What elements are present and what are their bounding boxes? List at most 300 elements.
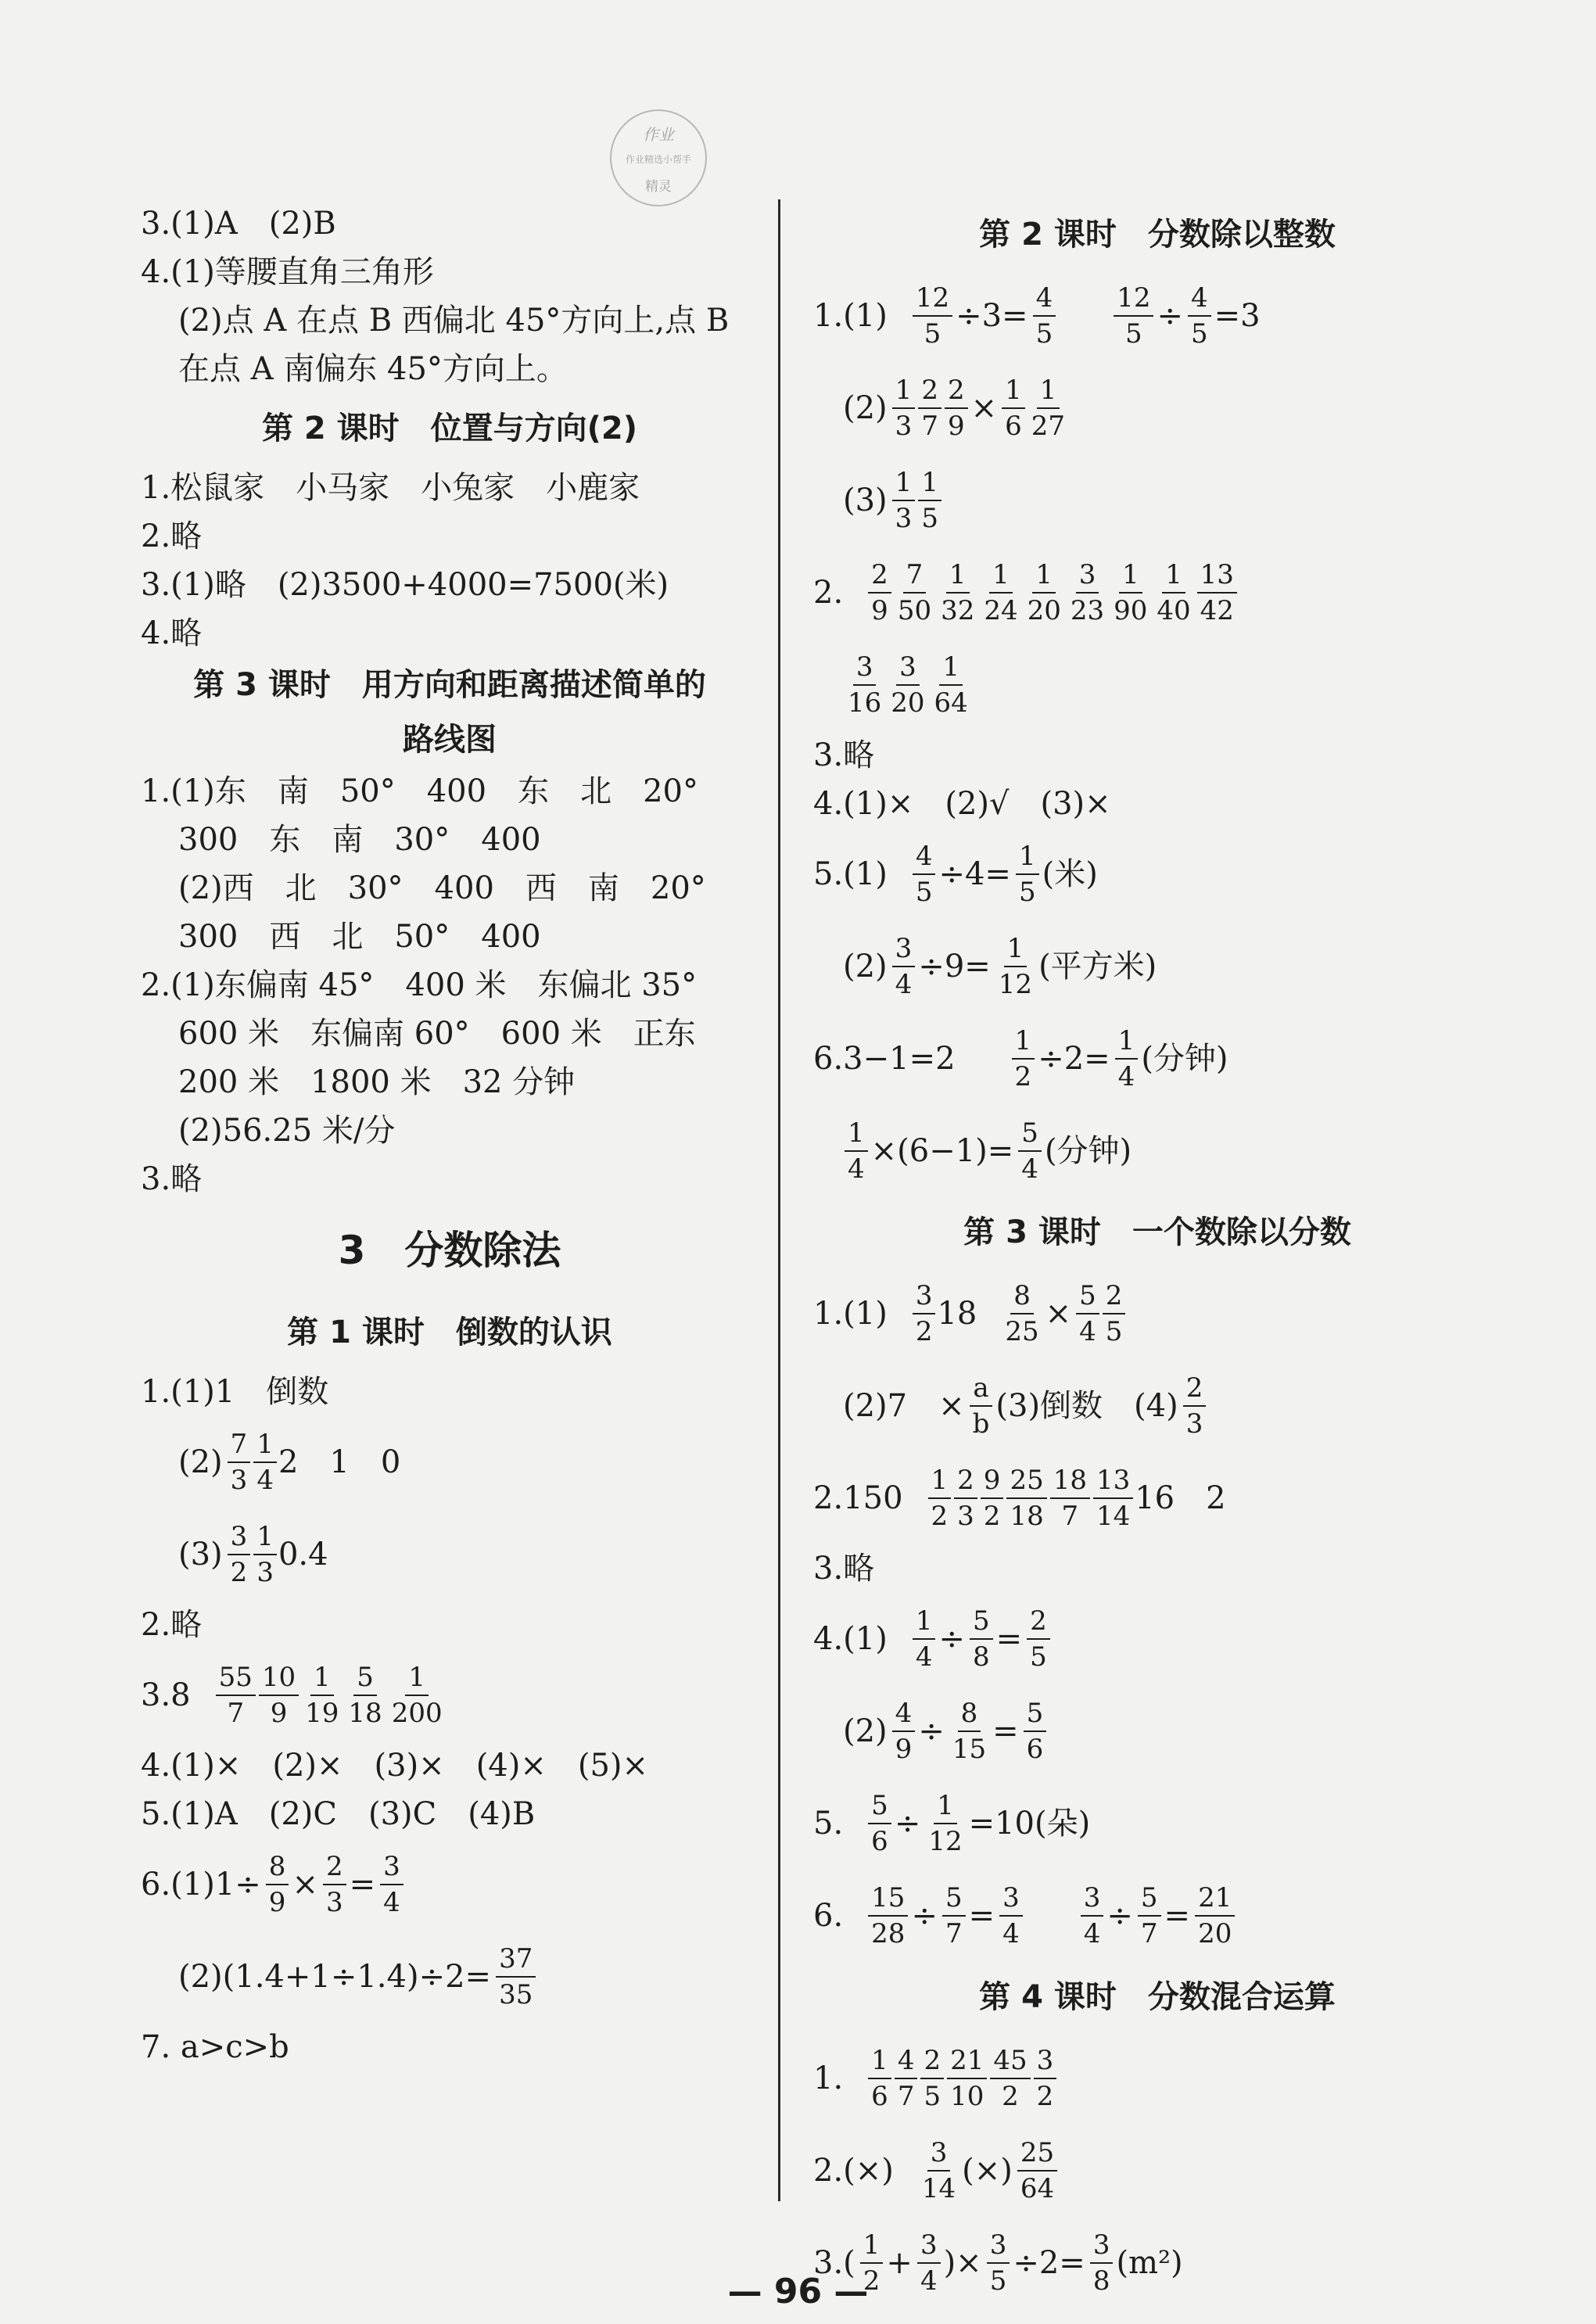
text-segment: (分钟) bbox=[1141, 1041, 1228, 1077]
fraction bbox=[892, 1698, 916, 1765]
answer-line bbox=[813, 454, 1501, 547]
fraction-numerator: 12 bbox=[913, 282, 952, 317]
fraction-numerator: 1 bbox=[1002, 375, 1025, 409]
fraction bbox=[918, 375, 941, 442]
section-heading bbox=[813, 199, 1501, 270]
text-segment: × bbox=[1045, 1296, 1072, 1332]
answer-line bbox=[813, 828, 1501, 920]
fraction-denominator: 4 bbox=[915, 1641, 933, 1673]
fraction-denominator: 200 bbox=[391, 1698, 443, 1729]
text-segment: =3 bbox=[1214, 298, 1261, 334]
fraction-denominator: 5 bbox=[915, 877, 933, 908]
fraction-denominator: 5 bbox=[1018, 877, 1036, 908]
fraction-numerator: a bbox=[970, 1372, 992, 1407]
answer-line bbox=[813, 362, 1501, 454]
fraction-denominator: 6 bbox=[1005, 411, 1022, 442]
fraction-denominator: 5 bbox=[1125, 318, 1142, 350]
text-segment: 300 西 北 50° 400 bbox=[178, 919, 541, 955]
fraction bbox=[931, 651, 971, 719]
text-segment: 18 bbox=[937, 1296, 977, 1332]
fraction-denominator: 20 bbox=[1198, 1918, 1232, 1949]
fraction-denominator: 6 bbox=[871, 2081, 888, 2112]
fraction-denominator: 5 bbox=[924, 318, 941, 350]
fraction-denominator: 9 bbox=[270, 1698, 288, 1729]
fraction bbox=[918, 467, 941, 534]
fraction bbox=[266, 1851, 289, 1918]
fraction-numerator: 2 bbox=[918, 375, 941, 409]
text-segment: (2)点 A 在点 B 西偏北 45°方向上,点 B bbox=[178, 303, 730, 339]
answer-line bbox=[813, 1268, 1501, 1360]
fraction-denominator: 5 bbox=[921, 503, 938, 534]
answer-line bbox=[141, 864, 759, 913]
text-segment: 5.(1) bbox=[813, 856, 888, 892]
text-segment: =10(朵) bbox=[968, 1806, 1091, 1842]
text-segment: 路线图 bbox=[403, 722, 497, 758]
fraction-numerator: 4 bbox=[892, 1698, 916, 1732]
text-segment: ×(6−1)= bbox=[870, 1133, 1014, 1169]
fraction-denominator: 14 bbox=[1096, 1501, 1131, 1532]
text-segment: 2. bbox=[813, 575, 844, 611]
fraction bbox=[1012, 1025, 1035, 1092]
fraction-denominator: 8 bbox=[1092, 2265, 1110, 2297]
text-segment: 1.(1)东 南 50° 400 东 北 20° bbox=[141, 773, 698, 809]
fraction-numerator: 37 bbox=[496, 1943, 536, 1978]
fraction bbox=[228, 1521, 251, 1588]
text-segment: = bbox=[1164, 1898, 1191, 1934]
fraction-denominator: 18 bbox=[1010, 1501, 1044, 1532]
fraction bbox=[947, 2045, 987, 2112]
text-segment: 1. bbox=[813, 2060, 844, 2096]
fraction bbox=[253, 1429, 277, 1496]
text-segment: 200 米 1800 米 32 分钟 bbox=[178, 1064, 576, 1100]
fraction-numerator: 1 bbox=[845, 1117, 868, 1152]
text-segment: ÷2= bbox=[1038, 1041, 1110, 1077]
fraction-numerator: 3 bbox=[999, 1882, 1023, 1917]
fraction bbox=[380, 1851, 403, 1918]
fraction-denominator: 2 bbox=[931, 1501, 949, 1532]
text-segment: ÷ bbox=[1157, 298, 1183, 334]
fraction-numerator: 1 bbox=[989, 559, 1013, 594]
fraction bbox=[970, 1372, 993, 1440]
text-segment: (2) bbox=[843, 390, 888, 426]
text-segment: 1.(1) bbox=[813, 298, 888, 334]
fraction-denominator: 3 bbox=[895, 503, 913, 534]
fraction-denominator: 3 bbox=[256, 1557, 274, 1588]
fraction-numerator: 1 bbox=[946, 559, 970, 594]
text-segment: 3.( bbox=[813, 2245, 855, 2281]
text-segment: ÷2= bbox=[1013, 2245, 1085, 2281]
fraction-denominator: b bbox=[972, 1408, 990, 1440]
fraction-denominator: 4 bbox=[920, 2265, 938, 2297]
fraction-denominator: 4 bbox=[1021, 1153, 1038, 1185]
fraction-numerator: 25 bbox=[1017, 2137, 1057, 2172]
fraction bbox=[1018, 1117, 1042, 1185]
fraction bbox=[1188, 282, 1211, 350]
fraction bbox=[920, 2045, 944, 2112]
text-segment: (2)7 × bbox=[843, 1388, 965, 1424]
fraction-denominator: 12 bbox=[998, 969, 1033, 1000]
fraction-denominator: 3 bbox=[895, 411, 913, 442]
fraction-numerator: 45 bbox=[990, 2045, 1030, 2079]
answer-line bbox=[813, 1544, 1501, 1593]
text-segment: = bbox=[349, 1867, 376, 1903]
fraction-denominator: 2 bbox=[230, 1557, 248, 1588]
fraction-numerator: 18 bbox=[1050, 1465, 1090, 1499]
text-segment: 2.(1)东偏南 45° 400 米 东偏北 35° bbox=[141, 967, 698, 1003]
fraction-numerator: 5 bbox=[1138, 1882, 1161, 1917]
answer-line bbox=[813, 1777, 1501, 1870]
fraction-numerator: 1 bbox=[928, 1465, 952, 1499]
fraction bbox=[868, 559, 891, 626]
fraction bbox=[1002, 375, 1025, 442]
text-segment: 第 1 课时 倒数的认识 bbox=[287, 1314, 612, 1350]
fraction-denominator: 15 bbox=[952, 1734, 987, 1765]
fraction bbox=[970, 1605, 993, 1673]
stamp-line-3: 精灵 bbox=[645, 179, 672, 195]
fraction-numerator: 1 bbox=[1032, 559, 1056, 594]
text-segment: (×) bbox=[962, 2153, 1013, 2189]
watermark-stamp bbox=[610, 109, 707, 206]
text-segment: (2) bbox=[178, 1444, 223, 1480]
fraction-numerator: 3 bbox=[987, 2229, 1010, 2264]
fraction-numerator: 5 bbox=[1018, 1117, 1042, 1152]
fraction-numerator: 3 bbox=[1034, 2045, 1057, 2079]
answer-line bbox=[141, 561, 759, 609]
text-segment: 在点 A 南偏东 45°方向上。 bbox=[178, 351, 568, 387]
section-heading bbox=[813, 1962, 1501, 2032]
answer-line bbox=[813, 1870, 1501, 1962]
fraction-numerator: 1 bbox=[913, 1605, 936, 1640]
text-segment: ÷ bbox=[938, 1621, 965, 1657]
text-segment: 第 2 课时 分数除以整数 bbox=[979, 217, 1336, 253]
text-segment: 6. bbox=[813, 1898, 844, 1934]
fraction-denominator: 6 bbox=[871, 1826, 888, 1857]
fraction-numerator: 1 bbox=[939, 651, 963, 686]
fraction-numerator: 3 bbox=[917, 2229, 941, 2264]
fraction-denominator: 5 bbox=[1105, 1316, 1123, 1347]
answer-line bbox=[813, 1013, 1501, 1105]
fraction-denominator: 40 bbox=[1157, 595, 1191, 626]
fraction-denominator: 20 bbox=[891, 687, 925, 719]
text-segment: 4.(1) bbox=[813, 1621, 888, 1657]
answer-line bbox=[141, 1368, 759, 1416]
text-segment: 4.(1)× (2)√ (3)× bbox=[813, 786, 1111, 822]
column-divider bbox=[778, 199, 780, 2201]
fraction-denominator: 23 bbox=[1070, 595, 1105, 626]
answer-line bbox=[141, 961, 759, 1010]
fraction bbox=[1183, 1372, 1207, 1440]
fraction bbox=[892, 933, 916, 1000]
fraction-numerator: 1 bbox=[405, 1662, 429, 1696]
fraction bbox=[1017, 2137, 1057, 2204]
fraction bbox=[868, 1790, 891, 1857]
fraction-numerator: 2 bbox=[323, 1851, 346, 1885]
fraction bbox=[345, 1662, 385, 1729]
answer-line bbox=[141, 913, 759, 961]
fraction-denominator: 2 bbox=[1002, 2081, 1019, 2112]
fraction-denominator: 7 bbox=[227, 1698, 245, 1729]
text-segment: ÷3= bbox=[956, 298, 1028, 334]
fraction bbox=[323, 1851, 346, 1918]
answer-line bbox=[141, 1790, 759, 1838]
fraction-denominator: 2 bbox=[915, 1316, 933, 1347]
answer-line bbox=[813, 2032, 1501, 2125]
fraction bbox=[389, 1662, 446, 1729]
fraction-denominator: 3 bbox=[1185, 1408, 1203, 1440]
text-segment: (3) bbox=[178, 1537, 223, 1573]
text-segment: 2.150 bbox=[813, 1480, 903, 1516]
fraction-numerator: 1 bbox=[892, 375, 916, 409]
fraction-denominator: 4 bbox=[848, 1153, 865, 1185]
stamp-line-1: 作业 bbox=[643, 125, 674, 144]
text-segment: (m²) bbox=[1116, 2245, 1183, 2281]
text-segment: ÷ bbox=[1106, 1898, 1133, 1934]
section-heading bbox=[141, 1203, 759, 1297]
fraction-numerator: 8 bbox=[1010, 1280, 1034, 1314]
text-segment: × bbox=[970, 390, 998, 426]
fraction-denominator: 2 bbox=[1036, 2081, 1054, 2112]
fraction-numerator: 3 bbox=[896, 651, 920, 686]
fraction-denominator: 25 bbox=[1005, 1316, 1039, 1347]
fraction bbox=[1033, 282, 1056, 350]
text-segment: 2 1 0 bbox=[278, 1444, 401, 1480]
fraction bbox=[913, 282, 952, 350]
answer-line bbox=[141, 1155, 759, 1203]
fraction-numerator: 7 bbox=[903, 559, 927, 594]
fraction bbox=[945, 375, 968, 442]
fraction-denominator: 7 bbox=[945, 1918, 963, 1949]
text-segment: = bbox=[992, 1713, 1019, 1749]
fraction bbox=[496, 1943, 536, 2010]
text-segment: (2) bbox=[843, 1713, 888, 1749]
text-segment: (2)(1.4+1÷1.4)÷2= bbox=[178, 1959, 492, 1995]
fraction-numerator: 21 bbox=[1195, 1882, 1235, 1917]
text-segment: (平方米) bbox=[1038, 949, 1157, 984]
answer-line bbox=[813, 270, 1501, 362]
fraction-denominator: 32 bbox=[941, 595, 975, 626]
fraction-numerator: 2 bbox=[954, 1465, 977, 1499]
fraction bbox=[1002, 1280, 1042, 1347]
fraction-numerator: 25 bbox=[1006, 1465, 1046, 1499]
fraction-numerator: 5 bbox=[942, 1882, 966, 1917]
stamp-line-2: 作业精选小帮手 bbox=[625, 154, 691, 165]
fraction-denominator: 24 bbox=[984, 595, 1018, 626]
text-segment: 0.4 bbox=[278, 1537, 328, 1573]
fraction-numerator: 4 bbox=[1033, 282, 1056, 317]
answer-line bbox=[141, 296, 759, 345]
fraction-numerator: 8 bbox=[958, 1698, 981, 1732]
fraction bbox=[913, 1280, 936, 1347]
text-segment: 1.(1)1 倒数 bbox=[141, 1374, 329, 1410]
answer-line bbox=[813, 639, 1501, 731]
fraction bbox=[1006, 1465, 1046, 1532]
fraction bbox=[954, 1465, 977, 1532]
fraction bbox=[1153, 559, 1193, 626]
fraction-numerator: 3 bbox=[1081, 1882, 1104, 1917]
text-segment: ÷ bbox=[918, 1713, 945, 1749]
text-segment: 1.松鼠家 小马家 小兔家 小鹿家 bbox=[141, 470, 640, 506]
fraction bbox=[981, 559, 1020, 626]
text-segment: 16 2 bbox=[1135, 1480, 1226, 1516]
fraction-denominator: 18 bbox=[348, 1698, 382, 1729]
answer-line bbox=[813, 1452, 1501, 1544]
fraction-denominator: 35 bbox=[499, 1979, 533, 2010]
fraction bbox=[938, 559, 977, 626]
fraction-denominator: 4 bbox=[1083, 1918, 1101, 1949]
fraction-numerator: 1 bbox=[1115, 1025, 1139, 1060]
fraction bbox=[999, 1882, 1023, 1949]
fraction bbox=[1093, 1465, 1133, 1532]
fraction bbox=[995, 933, 1035, 1000]
fraction-numerator: 2 bbox=[1103, 1280, 1126, 1314]
answer-line bbox=[141, 816, 759, 864]
fraction bbox=[1138, 1882, 1161, 1949]
text-segment: 第 3 课时 用方向和距离描述简单的 bbox=[193, 667, 706, 703]
text-segment: 600 米 东偏南 60° 600 米 正东 bbox=[178, 1016, 696, 1052]
fraction-numerator: 3 bbox=[1090, 2229, 1114, 2264]
text-segment: (分钟) bbox=[1044, 1133, 1132, 1169]
section-heading bbox=[141, 1297, 759, 1368]
right-column bbox=[813, 199, 1501, 2309]
fraction-numerator: 1 bbox=[253, 1429, 277, 1463]
fraction-numerator: 8 bbox=[266, 1851, 289, 1885]
answer-line bbox=[141, 464, 759, 512]
fraction-denominator: 28 bbox=[871, 1918, 906, 1949]
fraction-denominator: 9 bbox=[268, 1887, 286, 1918]
fraction-denominator: 3 bbox=[325, 1887, 343, 1918]
text-segment: ÷9= bbox=[918, 949, 991, 984]
fraction-numerator: 5 bbox=[1024, 1698, 1047, 1732]
fraction bbox=[868, 1882, 908, 1949]
fraction-numerator: 55 bbox=[216, 1662, 256, 1696]
answer-line bbox=[141, 1601, 759, 1649]
fraction bbox=[892, 467, 916, 534]
text-segment: 第 3 课时 一个数除以分数 bbox=[963, 1214, 1351, 1250]
fraction bbox=[895, 2045, 918, 2112]
fraction bbox=[892, 375, 916, 442]
answer-line bbox=[813, 920, 1501, 1013]
text-segment: 第 2 课时 位置与方向(2) bbox=[261, 411, 638, 447]
fraction-denominator: 9 bbox=[947, 411, 965, 442]
text-segment: (3)倒数 (4) bbox=[995, 1388, 1178, 1424]
fraction bbox=[1076, 1280, 1099, 1347]
fraction-denominator: 2 bbox=[1014, 1061, 1032, 1092]
text-segment: 3.(1)略 (2)3500+4000=7500(米) bbox=[141, 567, 669, 603]
fraction bbox=[1027, 1605, 1050, 1673]
fraction-denominator: 5 bbox=[989, 2265, 1007, 2297]
fraction-denominator: 5 bbox=[1191, 318, 1208, 350]
answer-line bbox=[813, 780, 1501, 828]
fraction-numerator: 3 bbox=[892, 933, 916, 967]
fraction-denominator: 27 bbox=[1031, 411, 1066, 442]
fraction-numerator: 2 bbox=[868, 559, 891, 594]
fraction-numerator: 2 bbox=[1027, 1605, 1050, 1640]
answer-line bbox=[141, 2023, 759, 2071]
fraction bbox=[981, 1465, 1004, 1532]
fraction-denominator: 4 bbox=[1117, 1061, 1135, 1092]
fraction-numerator: 1 bbox=[1012, 1025, 1035, 1060]
answer-line bbox=[813, 1360, 1501, 1452]
fraction bbox=[1114, 282, 1153, 350]
answer-line bbox=[141, 1106, 759, 1155]
fraction-numerator: 13 bbox=[1093, 1465, 1133, 1499]
fraction-numerator: 9 bbox=[981, 1465, 1004, 1499]
answer-line bbox=[141, 1058, 759, 1106]
text-segment: 7. a>c>b bbox=[141, 2029, 289, 2065]
fraction bbox=[1067, 559, 1107, 626]
text-segment: 3.略 bbox=[141, 1161, 203, 1197]
fraction-denominator: 5 bbox=[1035, 318, 1053, 350]
fraction-denominator: 4 bbox=[383, 1887, 400, 1918]
fraction-denominator: 4 bbox=[1079, 1316, 1096, 1347]
fraction-numerator: 1 bbox=[1037, 375, 1060, 409]
text-segment: 1.(1) bbox=[813, 1296, 888, 1332]
left-column bbox=[141, 199, 759, 2071]
fraction-numerator: 1 bbox=[310, 1662, 334, 1696]
fraction-numerator: 4 bbox=[1188, 282, 1211, 317]
fraction-denominator: 5 bbox=[1030, 1641, 1047, 1673]
fraction-denominator: 20 bbox=[1027, 595, 1061, 626]
fraction-numerator: 4 bbox=[913, 841, 936, 875]
text-segment: 6.3−1=2 bbox=[813, 1041, 987, 1077]
text-segment: (3) bbox=[843, 482, 888, 518]
answer-line bbox=[813, 1685, 1501, 1777]
fraction-denominator: 4 bbox=[1002, 1918, 1020, 1949]
fraction bbox=[913, 1605, 936, 1673]
text-segment: ÷4= bbox=[938, 856, 1011, 892]
fraction bbox=[1197, 559, 1237, 626]
fraction-numerator: 7 bbox=[228, 1429, 251, 1463]
fraction-denominator: 5 bbox=[924, 2081, 941, 2112]
fraction bbox=[216, 1662, 256, 1729]
text-segment: 300 东 南 30° 400 bbox=[178, 822, 541, 858]
fraction bbox=[1050, 1465, 1090, 1532]
fraction-numerator: 13 bbox=[1197, 559, 1237, 594]
text-segment: 3.略 bbox=[813, 737, 875, 773]
answer-line bbox=[813, 547, 1501, 639]
fraction-numerator: 1 bbox=[918, 467, 941, 501]
text-segment: 3.(1)A (2)B bbox=[141, 206, 336, 242]
text-segment: ÷ bbox=[894, 1806, 921, 1842]
answer-line bbox=[141, 1741, 759, 1790]
answer-line bbox=[813, 2125, 1501, 2217]
text-segment: 第 4 课时 分数混合运算 bbox=[979, 1979, 1336, 2015]
fraction-numerator: 2 bbox=[1183, 1372, 1207, 1407]
text-segment: 4.(1)等腰直角三角形 bbox=[141, 254, 434, 290]
fraction-denominator: 12 bbox=[928, 1826, 963, 1857]
fraction bbox=[845, 651, 884, 719]
fraction-numerator: 1 bbox=[1119, 559, 1142, 594]
fraction bbox=[1028, 375, 1068, 442]
text-segment: 6.(1)1÷ bbox=[141, 1867, 261, 1903]
fraction-denominator: 10 bbox=[950, 2081, 984, 2112]
text-segment bbox=[1024, 1870, 1056, 1962]
text-segment: 2.略 bbox=[141, 518, 203, 554]
text-segment: 3.8 bbox=[141, 1677, 191, 1713]
fraction bbox=[925, 1790, 965, 1857]
fraction-denominator: 6 bbox=[1026, 1734, 1044, 1765]
fraction-numerator: 1 bbox=[1016, 841, 1039, 875]
text-segment: (米) bbox=[1042, 856, 1098, 892]
fraction bbox=[302, 1662, 342, 1729]
fraction bbox=[919, 2137, 959, 2204]
fraction bbox=[1016, 841, 1039, 908]
fraction-numerator: 3 bbox=[228, 1521, 251, 1555]
fraction-denominator: 14 bbox=[921, 2173, 956, 2204]
fraction-numerator: 2 bbox=[945, 375, 968, 409]
answer-line bbox=[141, 1838, 759, 1931]
fraction bbox=[845, 1117, 868, 1185]
